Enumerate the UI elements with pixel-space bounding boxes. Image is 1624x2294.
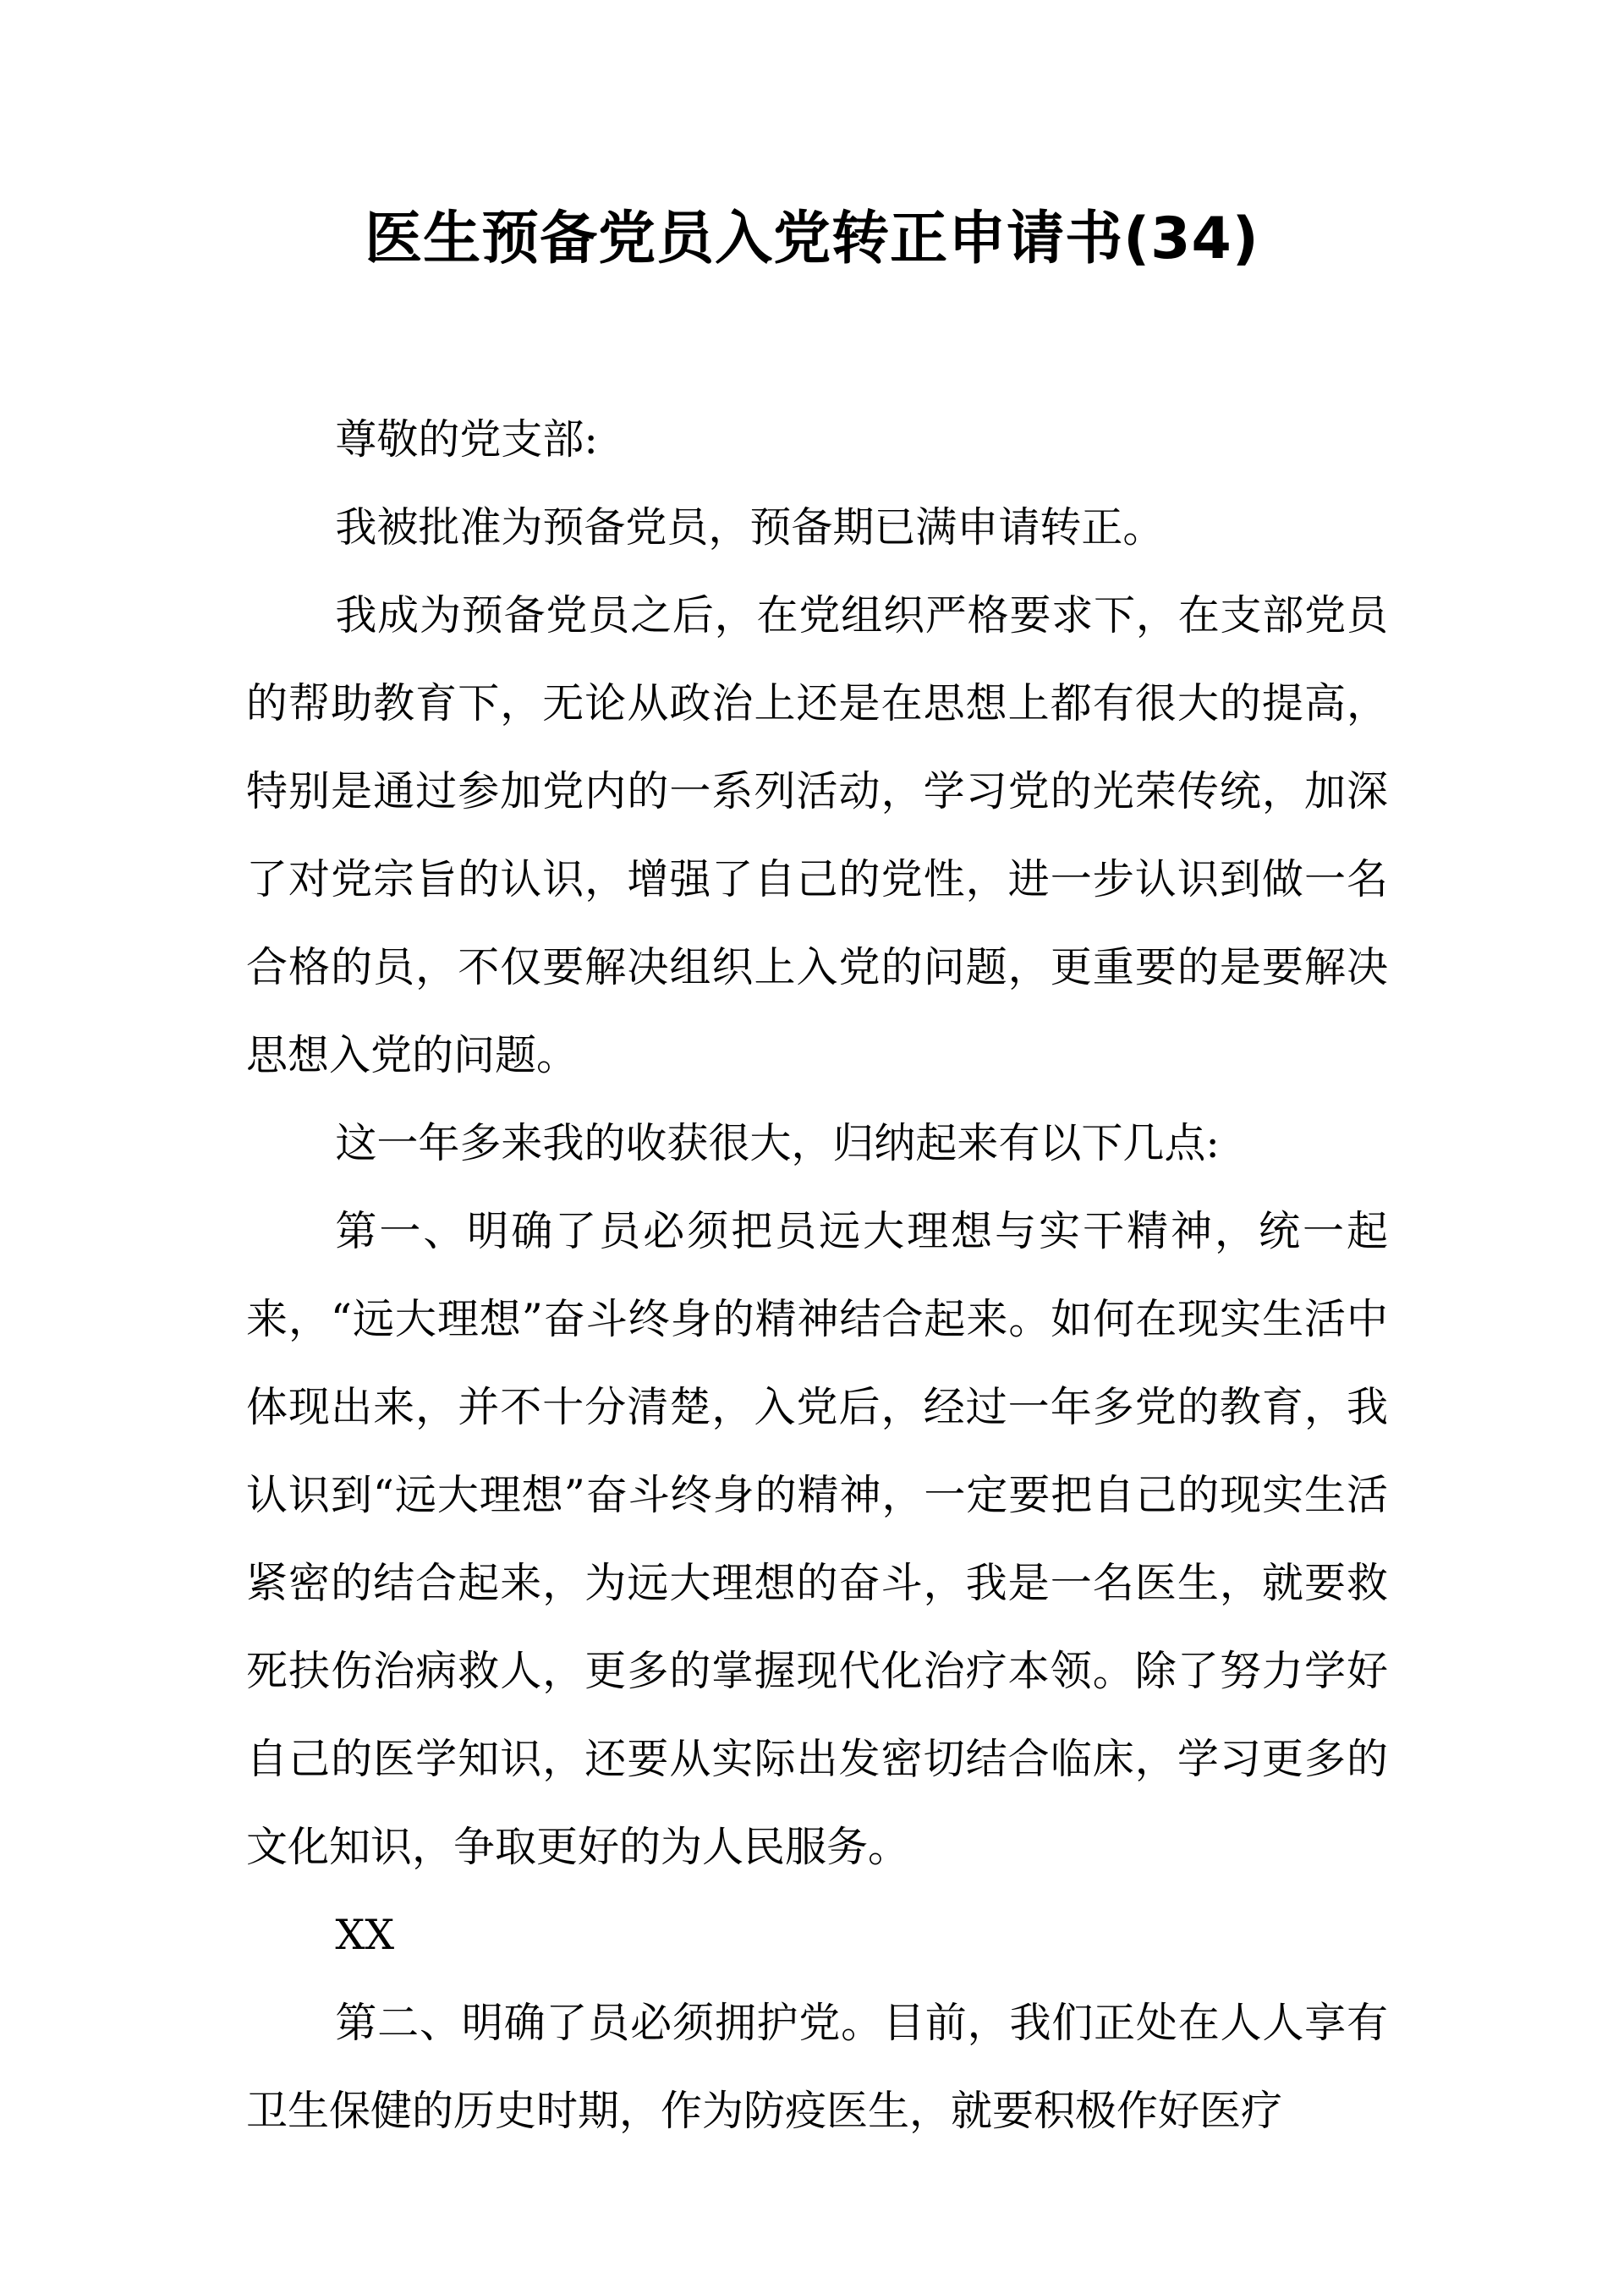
paragraph-4: 第一、明确了员必须把员远大理想与实干精神，统一起来，“远大理想”奋斗终身的精神结合起来。如何在现实生活中体现出来，并不十分清楚，入党后，经过一年多党的教育，我认识到“远大理想”奋斗终身的精神，一定要把自己的现实生活紧密的结合起来，为远大理想的奋斗，我是一名医生，就要救死扶伤治病救人，更多的掌握现代化治疗本领。除了努力学好自己的医学知识，还要从实际出发密切结合临床，学习更多的文化知识，争取更好的为人民服务。: [246, 1207, 1388, 1871]
paragraph-5: XX: [335, 1911, 395, 1959]
document-body: [246, 396, 1388, 2155]
paragraph-6: 第二、明确了员必须拥护党。目前，我们正处在人人享有卫生保健的历史时期，作为防疫医生，就要积极作好医疗: [246, 1999, 1388, 2135]
document-title: 医生预备党员入党转正申请书(34): [365, 206, 1259, 272]
salutation: 尊敬的党支部:: [335, 415, 598, 464]
paragraph-2: 我成为预备党员之后，在党组织严格要求下，在支部党员的帮助教育下，无论从政治上还是在思想上都有很大的提高，特别是通过参加党内的一系列活动，学习党的光荣传统，加深了对党宗旨的认识，增强了自己的党性，进一步认识到做一名合格的员，不仅要解决组织上入党的问题，更重要的是要解决思想入党的问题。: [246, 591, 1388, 1079]
paragraph-3: 这一年多来我的收获很大，归纳起来有以下几点:: [335, 1119, 1220, 1167]
paragraph-1: 我被批准为预备党员，预备期已满申请转正。: [335, 503, 1165, 552]
